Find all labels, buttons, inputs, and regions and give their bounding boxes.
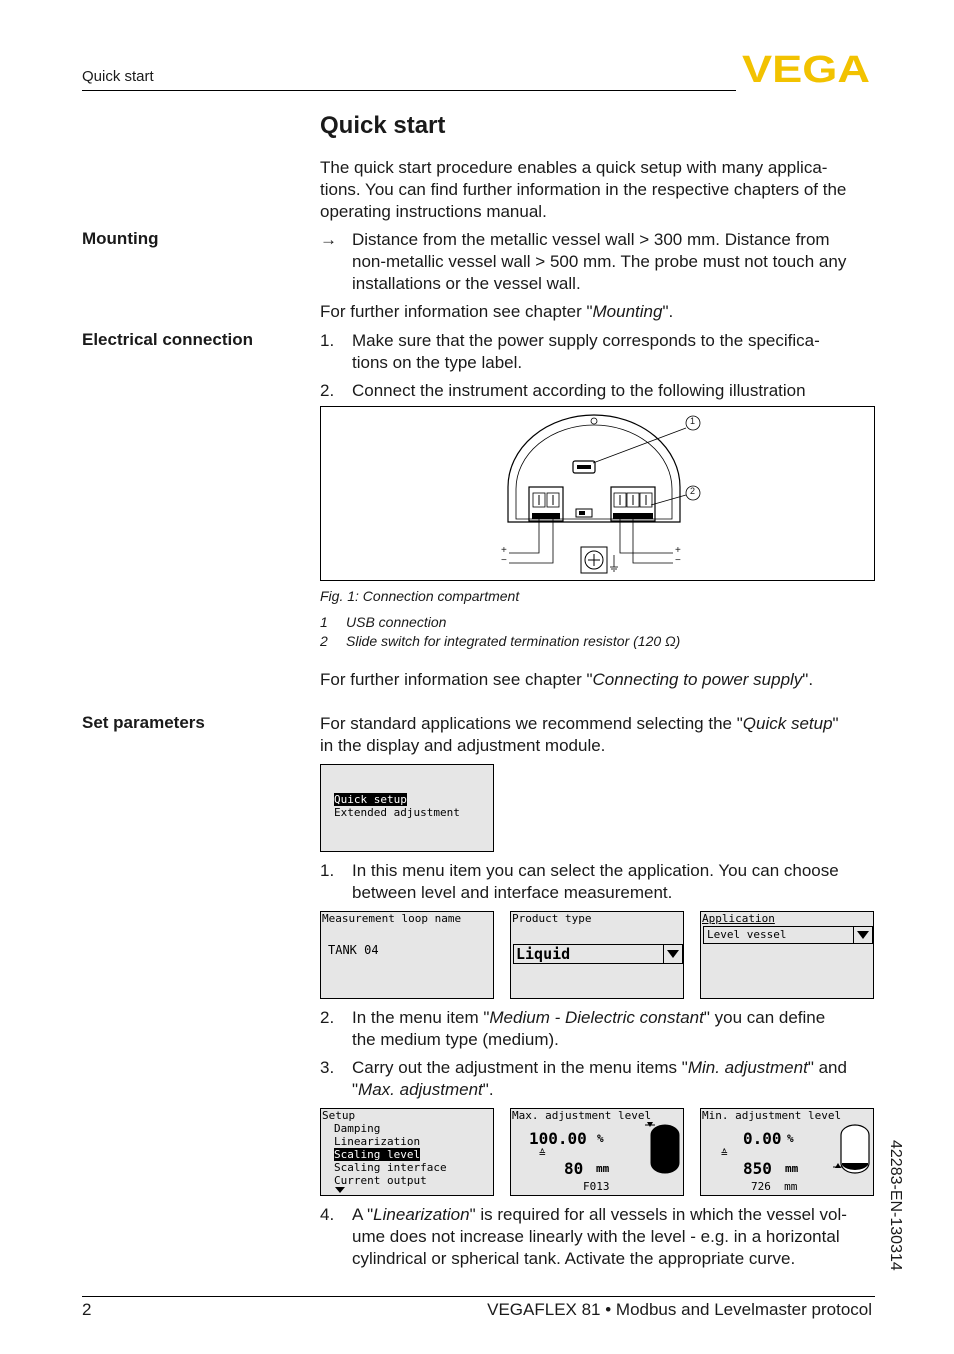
electrical-step-1: Make sure that the power supply corresponds to the specifica- tions on the type label. bbox=[352, 331, 820, 372]
dropdown-arrow-icon bbox=[663, 945, 682, 963]
legend-num: 2 bbox=[320, 633, 328, 649]
parameters-step-1: In this menu item you can select the application. You can choose between level and interface measurement. bbox=[352, 861, 839, 902]
plus-label-right: + bbox=[675, 545, 681, 556]
mounting-text: Distance from the metallic vessel wall > 300 mm. Distance from non-metallic vessel wall > 500 mm. The probe must not touch any installations or the vessel wall. bbox=[352, 230, 847, 293]
electrical-step-2: Connect the instrument according to the following illustration bbox=[352, 381, 806, 400]
step-number: 1. bbox=[320, 331, 335, 350]
display-product-type-screen: Product type Liquid bbox=[510, 911, 684, 999]
vessel-empty-icon bbox=[831, 1119, 871, 1179]
header-rule bbox=[82, 90, 736, 91]
section-label-mounting: Mounting bbox=[82, 229, 159, 248]
figure-caption: Fig. 1: Connection compartment bbox=[320, 588, 520, 604]
parameters-step-2: In the menu item "Medium - Dielectric constant" you can define the medium type (medium). bbox=[352, 1008, 826, 1049]
menu-item-quick-setup: Quick setup bbox=[334, 793, 407, 806]
callout-label-2: 2 bbox=[690, 486, 696, 496]
minus-label-right: − bbox=[675, 555, 681, 566]
menu-item-extended: Extended adjustment bbox=[334, 806, 460, 819]
intro-paragraph: The quick start procedure enables a quick setup with many applica- tions. You can find further information in the respective chapters of the operating instructions manual. bbox=[320, 158, 847, 221]
document-id-vertical: 42283-EN-130314 bbox=[887, 1140, 904, 1271]
arrow-bullet: → bbox=[320, 230, 337, 249]
vessel-full-icon bbox=[645, 1119, 681, 1179]
step-number: 2. bbox=[320, 381, 335, 400]
legend-text: USB connection bbox=[346, 614, 447, 630]
svg-text:VEGA: VEGA bbox=[742, 52, 870, 84]
product-type-select: Liquid bbox=[513, 944, 683, 964]
vega-logo bbox=[742, 52, 872, 84]
legend-num: 1 bbox=[320, 614, 328, 630]
application-select: Level vessel bbox=[703, 926, 873, 944]
scroll-down-icon bbox=[335, 1187, 345, 1193]
dropdown-arrow-icon bbox=[853, 927, 872, 943]
parameters-intro: For standard applications we recommend selecting the "Quick setup" in the display and adjustment module. bbox=[320, 714, 839, 755]
page-title: Quick start bbox=[320, 112, 446, 139]
display-application-screen: Application Level vessel bbox=[700, 911, 874, 999]
section-label-parameters: Set parameters bbox=[82, 713, 205, 732]
parameters-step-4: A "Linearization" is required for all vessels in which the vessel vol- ume does not increase linearly with the level - e.g. in a horizontal cylindrical or spherical tank. Activate the appropriate curve. bbox=[352, 1205, 847, 1268]
page-number: 2 bbox=[82, 1300, 92, 1319]
plus-label-left: + bbox=[501, 545, 507, 556]
step-number: 1. bbox=[320, 861, 335, 880]
connection-compartment-drawing bbox=[321, 407, 874, 580]
legend-text: Slide switch for integrated termination resistor (120 Ω) bbox=[346, 633, 681, 649]
display-setup-screen: Setup Damping Linearization Scaling level Scaling interface Current output bbox=[320, 1108, 494, 1196]
footer-product: VEGAFLEX 81 • Modbus and Levelmaster protocol bbox=[487, 1300, 872, 1319]
step-number: 2. bbox=[320, 1008, 335, 1027]
display-menu-screen bbox=[320, 764, 494, 852]
parameters-step-3: Carry out the adjustment in the menu items "Min. adjustment" and "Max. adjustment". bbox=[352, 1058, 847, 1099]
display-loop-name-screen: Measurement loop name TANK 04 bbox=[320, 911, 494, 999]
footer-rule bbox=[82, 1296, 875, 1297]
step-number: 4. bbox=[320, 1205, 335, 1224]
electrical-reference: For further information see chapter "Connecting to power supply". bbox=[320, 670, 814, 689]
mounting-reference: For further information see chapter "Mounting". bbox=[320, 302, 674, 321]
section-label-electrical: Electrical connection bbox=[82, 330, 253, 349]
step-number: 3. bbox=[320, 1058, 335, 1077]
minus-label-left: − bbox=[501, 555, 507, 566]
display-min-adjustment-screen: Min. adjustment level 0.00 % ≙ 850 mm 726 mm bbox=[700, 1108, 874, 1196]
connection-figure bbox=[320, 406, 875, 581]
callout-label-1: 1 bbox=[690, 416, 696, 426]
header-section-title: Quick start bbox=[82, 68, 154, 85]
display-max-adjustment-screen: Max. adjustment level 100.00 % ≙ 80 mm F013 bbox=[510, 1108, 684, 1196]
